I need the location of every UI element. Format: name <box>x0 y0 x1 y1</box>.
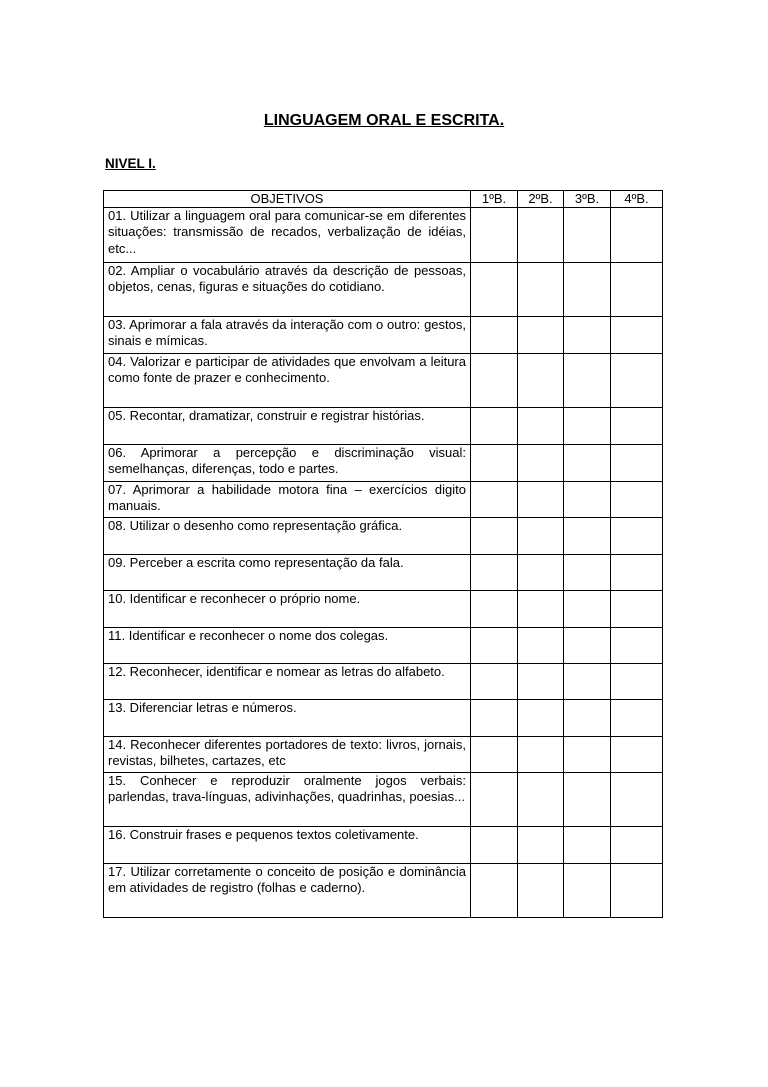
objective-text: 07. Aprimorar a habilidade motora fina – exercícios digito manuais. <box>104 482 471 518</box>
objective-text: 13. Diferenciar letras e números. <box>104 700 471 737</box>
bimestre-3-cell[interactable] <box>564 317 611 354</box>
bimestre-1-cell[interactable] <box>471 737 518 773</box>
bimestre-3-cell[interactable] <box>564 518 611 555</box>
table-row <box>104 827 663 864</box>
bimestre-2-cell[interactable] <box>518 700 564 737</box>
bimestre-1-cell[interactable] <box>471 700 518 737</box>
objective-text: 15. Conhecer e reproduzir oralmente jogos verbais: parlendas, trava-línguas, adivinhações, quadrinhas, poesias... <box>104 773 471 827</box>
bimestre-1-cell[interactable] <box>471 664 518 700</box>
bimestre-1-cell[interactable] <box>471 555 518 591</box>
objective-text: 11. Identificar e reconhecer o nome dos colegas. <box>104 628 471 664</box>
bimestre-1-cell[interactable] <box>471 208 518 263</box>
bimestre-4-cell[interactable] <box>611 518 663 555</box>
bimestre-2-cell[interactable] <box>518 263 564 317</box>
bimestre-1-cell[interactable] <box>471 263 518 317</box>
bimestre-2-cell[interactable] <box>518 482 564 518</box>
bimestre-3-cell[interactable] <box>564 700 611 737</box>
objective-text: 02. Ampliar o vocabulário através da descrição de pessoas, objetos, cenas, figuras e situações do cotidiano. <box>104 263 471 317</box>
objective-text: 06. Aprimorar a percepção e discriminação visual: semelhanças, diferenças, todo e partes. <box>104 445 471 482</box>
bimestre-2-cell[interactable] <box>518 591 564 628</box>
table-row <box>104 628 663 664</box>
objective-text: 05. Recontar, dramatizar, construir e registrar histórias. <box>104 408 471 445</box>
bimestre-4-cell[interactable] <box>611 737 663 773</box>
table-header-row <box>104 191 663 208</box>
bimestre-4-cell[interactable] <box>611 408 663 445</box>
bimestre-2-cell[interactable] <box>518 827 564 864</box>
header-bimestre-4: 4ºB. <box>611 191 663 208</box>
bimestre-3-cell[interactable] <box>564 354 611 408</box>
bimestre-4-cell[interactable] <box>611 773 663 827</box>
table-row <box>104 482 663 518</box>
bimestre-3-cell[interactable] <box>564 591 611 628</box>
table-row <box>104 408 663 445</box>
document-title: LINGUAGEM ORAL E ESCRITA. <box>263 112 505 129</box>
table-row <box>104 518 663 555</box>
bimestre-3-cell[interactable] <box>564 408 611 445</box>
bimestre-4-cell[interactable] <box>611 354 663 408</box>
bimestre-1-cell[interactable] <box>471 518 518 555</box>
bimestre-2-cell[interactable] <box>518 408 564 445</box>
objective-text: 12. Reconhecer, identificar e nomear as letras do alfabeto. <box>104 664 471 700</box>
bimestre-3-cell[interactable] <box>564 482 611 518</box>
table-row <box>104 664 663 700</box>
bimestre-4-cell[interactable] <box>611 628 663 664</box>
bimestre-2-cell[interactable] <box>518 445 564 482</box>
bimestre-2-cell[interactable] <box>518 664 564 700</box>
bimestre-3-cell[interactable] <box>564 827 611 864</box>
bimestre-4-cell[interactable] <box>611 827 663 864</box>
bimestre-1-cell[interactable] <box>471 827 518 864</box>
bimestre-4-cell[interactable] <box>611 700 663 737</box>
bimestre-3-cell[interactable] <box>564 664 611 700</box>
objective-text: 10. Identificar e reconhecer o próprio nome. <box>104 591 471 628</box>
bimestre-4-cell[interactable] <box>611 263 663 317</box>
objective-text: 16. Construir frases e pequenos textos coletivamente. <box>104 827 471 864</box>
level-heading: NIVEL I. <box>105 156 156 171</box>
bimestre-2-cell[interactable] <box>518 518 564 555</box>
table-row <box>104 700 663 737</box>
objective-text: 14. Reconhecer diferentes portadores de texto: livros, jornais, revistas, bilhetes, cartazes, etc <box>104 737 471 773</box>
bimestre-2-cell[interactable] <box>518 555 564 591</box>
bimestre-3-cell[interactable] <box>564 208 611 263</box>
table-row <box>104 555 663 591</box>
bimestre-4-cell[interactable] <box>611 482 663 518</box>
table-row <box>104 591 663 628</box>
bimestre-1-cell[interactable] <box>471 482 518 518</box>
objectives-table <box>103 190 663 918</box>
table-row <box>104 263 663 317</box>
table-row <box>104 445 663 482</box>
bimestre-4-cell[interactable] <box>611 664 663 700</box>
objective-text: 09. Perceber a escrita como representação da fala. <box>104 555 471 591</box>
bimestre-4-cell[interactable] <box>611 591 663 628</box>
table-row <box>104 208 663 263</box>
bimestre-3-cell[interactable] <box>564 628 611 664</box>
table-row <box>104 864 663 918</box>
bimestre-2-cell[interactable] <box>518 317 564 354</box>
bimestre-2-cell[interactable] <box>518 864 564 918</box>
header-bimestre-2: 2ºB. <box>518 191 564 208</box>
bimestre-1-cell[interactable] <box>471 317 518 354</box>
bimestre-2-cell[interactable] <box>518 773 564 827</box>
table-row <box>104 317 663 354</box>
objective-text: 17. Utilizar corretamente o conceito de posição e dominância em atividades de registro (folhas e caderno). <box>104 864 471 918</box>
objective-text: 04. Valorizar e participar de atividades que envolvam a leitura como fonte de prazer e conhecimento. <box>104 354 471 408</box>
table-row <box>104 737 663 773</box>
objective-text: 03. Aprimorar a fala através da interação com o outro: gestos, sinais e mímicas. <box>104 317 471 354</box>
bimestre-2-cell[interactable] <box>518 628 564 664</box>
bimestre-2-cell[interactable] <box>518 354 564 408</box>
header-bimestre-3: 3ºB. <box>564 191 611 208</box>
bimestre-3-cell[interactable] <box>564 737 611 773</box>
bimestre-1-cell[interactable] <box>471 354 518 408</box>
bimestre-4-cell[interactable] <box>611 555 663 591</box>
bimestre-4-cell[interactable] <box>611 208 663 263</box>
objective-text: 08. Utilizar o desenho como representação gráfica. <box>104 518 471 555</box>
bimestre-3-cell[interactable] <box>564 263 611 317</box>
table-row <box>104 773 663 827</box>
bimestre-3-cell[interactable] <box>564 773 611 827</box>
bimestre-1-cell[interactable] <box>471 773 518 827</box>
bimestre-4-cell[interactable] <box>611 864 663 918</box>
header-bimestre-1: 1ºB. <box>471 191 518 208</box>
bimestre-1-cell[interactable] <box>471 591 518 628</box>
bimestre-3-cell[interactable] <box>564 555 611 591</box>
bimestre-3-cell[interactable] <box>564 445 611 482</box>
bimestre-2-cell[interactable] <box>518 208 564 263</box>
bimestre-4-cell[interactable] <box>611 317 663 354</box>
header-objetivos: OBJETIVOS <box>104 191 471 208</box>
bimestre-4-cell[interactable] <box>611 445 663 482</box>
bimestre-1-cell[interactable] <box>471 445 518 482</box>
bimestre-2-cell[interactable] <box>518 737 564 773</box>
bimestre-1-cell[interactable] <box>471 628 518 664</box>
bimestre-1-cell[interactable] <box>471 408 518 445</box>
table-row <box>104 354 663 408</box>
bimestre-1-cell[interactable] <box>471 864 518 918</box>
objective-text: 01. Utilizar a linguagem oral para comunicar-se em diferentes situações: transmissão de recados, verbalização de idéias, etc... <box>104 208 471 263</box>
bimestre-3-cell[interactable] <box>564 864 611 918</box>
